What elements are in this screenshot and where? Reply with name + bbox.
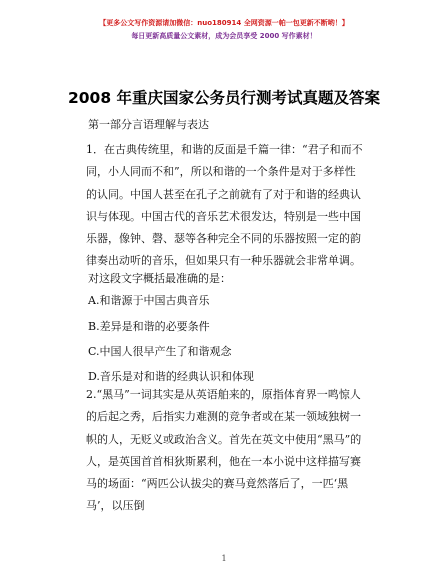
question-1-prompt: 对这段文字概括最准确的是：	[88, 272, 231, 285]
promo-banner-line-2: 每日更新高质量公文素材，成为会员享受 2000 写作素材！	[131, 32, 317, 40]
document-title: 2008 年重庆国家公务员行测考试真题及答案	[67, 89, 381, 107]
page-number: 1	[221, 554, 227, 563]
question-2-text: 2.“黑马”一词其实是从英语舶来的，原指体育界一鸣惊人的后起之秀，后指实力难测的竞争者或在某一领域独树一帜的人，无贬义或政治含义。首先在英文中使用“黑马”的人，是英国首首相狄斯累利，他在一本小说中这样描写赛马的场面：“两匹公认拔尖的赛马竟然落后了，一匹‘黑马’，以压倒	[86, 388, 362, 513]
option-a: A.和谐源于中国古典音乐	[88, 294, 210, 307]
promo-banner-line-1: 【更多公文写作资源请加微信：nuo180914 全网资源一帕一包更新不断哟！】	[99, 19, 349, 27]
option-d: D.音乐是对和谐的经典认识和体现	[88, 370, 254, 383]
question-1-text: 1．在古典传统里，和谐的反面是千篇一律：“君子和而不同，小人同而不和”，所以和谐的一个条件是对于多样性的认同。中国人甚至在孔子之前就有了对于和谐的经典认识与体现。中国古代的音乐艺术很发达，特别是一些中国乐器，像钟、磬、瑟等各种完全不同的乐器按照一定的韵律奏出动听的音乐，但如果只有一种乐器就会非常单调。	[86, 143, 363, 268]
section-heading: 第一部分言语理解与表达	[88, 118, 209, 131]
option-b: B.差异是和谐的必要条件	[88, 320, 210, 333]
option-c: C.中国人很早产生了和谐观念	[88, 345, 232, 358]
